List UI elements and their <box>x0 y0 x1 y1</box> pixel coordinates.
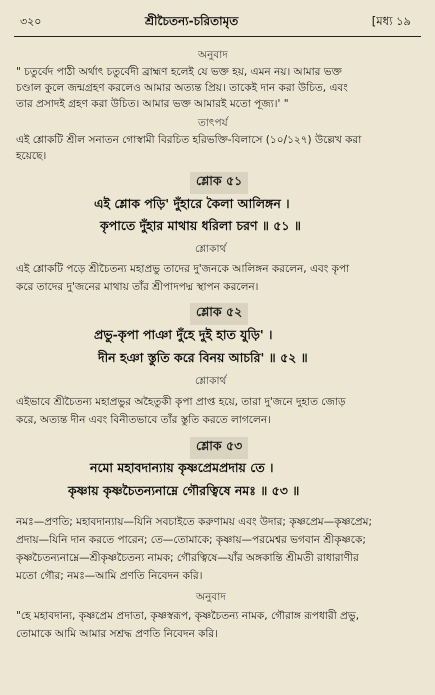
verse-line: প্রভু-কৃপা পাঞা দুঁহে দুই হাত যুড়ি' । <box>94 327 273 342</box>
header-rule <box>14 36 421 37</box>
sloka-meaning-line: এইভাবে শ্রীচৈতন্য মহাপ্রভুর অহৈতুকী কৃপা প্রাপ্ত হয়ে, তারা দু'জনে দুহাত জোড় <box>16 396 346 408</box>
translation-line: চণ্ডাল কুলে জন্মগ্রহণ করলেও আমার অত্যন্ত প্রিয়। তাকেই দান করা উচিত, এবং <box>16 82 348 94</box>
translation-label: অনুবাদ <box>196 591 226 603</box>
synonyms-line: নমঃ—প্রণতি; মহাবদান্যায়—যিনি সবচাইতে করুণাময় এবং উদার; কৃষ্ণপ্রেম—কৃষ্ণপ্রেম; <box>16 516 372 528</box>
synonyms-line: প্রদায়—যিনি দান করতে পারেন; তে—তোমাকে; কৃষ্ণায়—পরমেশ্বর ভগবান শ্রীকৃষ্ণকে; <box>16 534 366 546</box>
translation-line: তোমাকে আমি আমার সশ্রদ্ধ প্রণতি নিবেদন করি। <box>16 628 218 640</box>
purport-label: তাৎপর্য <box>198 117 228 129</box>
synonyms-line: মতো গৌর; নমঃ—আমি প্রণতি নিবেদন করি। <box>16 570 203 582</box>
purport-line: হয়েছে। <box>16 150 47 162</box>
purport-line: এই শ্লোকটি শ্রীল সনাতন গোস্বামী বিরচিত হরিভক্তি-বিলাসে (১০/১২৭) উল্লেখ করা <box>16 134 362 146</box>
sloka-meaning-line: করে, অত্যন্ত দীন এবং বিনীতভাবে তাঁর স্তুতি করতে লাগলেন। <box>16 414 271 426</box>
translation-label: অনুবাদ <box>198 49 228 61</box>
translation-line: " চতুর্বেদ পাঠী অর্থাৎ চতুর্বেদী ব্রাহ্মণ হলেই যে ভক্ত হয়, এমন নয়। আমার ভক্ত <box>16 66 342 78</box>
verse-heading: শ্লোক ৫৩ <box>190 437 248 459</box>
translation-line: "হে মহাবদান্য, কৃষ্ণপ্রেম প্রদাতা, কৃষ্ণস্বরূপ, কৃষ্ণচৈতন্য নামক, গৌরাঙ্গ রূপধারী প্রভু, <box>16 610 360 622</box>
sloka-meaning-line: এই শ্লোকটি পড়ে শ্রীচৈতন্য মহাপ্রভু তাদের দু'জনকে আলিঙ্গন করলেন, এবং কৃপা <box>16 263 350 275</box>
page-number: ৩২০ <box>20 15 42 28</box>
section-marker: [মধ্য ১৯ <box>371 14 411 28</box>
verse-heading: শ্লোক ৫২ <box>190 303 248 325</box>
synonyms-line: কৃষ্ণচৈতন্যনাম্নে—শ্রীকৃষ্ণচৈতন্য নামক; গৌরত্বিষে—যাঁর অঙ্গকান্তি শ্রীমতী রাধারাণীর <box>16 552 359 564</box>
sloka-meaning-line: করে তাদের দু'জনের মাথায় তাঁর শ্রীপাদপদ্ম স্থাপন করলেন। <box>16 281 259 293</box>
sloka-meaning-label: শ্লোকার্থ <box>195 375 227 387</box>
verse-line: কৃপাতে দুঁহার মাথায় ধরিলা চরণ ॥ ৫১ ॥ <box>100 218 301 233</box>
verse-line: নমো মহাবদান্যায় কৃষ্ণপ্রেমপ্রদায় তে । <box>90 460 274 475</box>
translation-line: তার প্রসাদই গ্রহণ করা উচিত। আমার ভক্ত আমারই মতো পূজ্য।' " <box>16 98 289 110</box>
verse-line: কৃষ্ণায় কৃষ্ণচৈতন্যনাম্নে গৌরত্বিষে নমঃ ॥ ৫৩ ॥ <box>68 483 300 498</box>
verse-heading: শ্লোক ৫১ <box>190 172 248 194</box>
verse-line: এই শ্লোক পড়ি' দুঁহারে কৈলা আলিঙ্গন । <box>94 196 290 211</box>
verse-line: দীন হঞা স্তুতি করে বিনয় আচরি' ॥ ৫২ ॥ <box>98 350 308 365</box>
running-title: শ্রীচৈতন্য-চরিতামৃত <box>145 14 239 28</box>
sloka-meaning-label: শ্লোকার্থ <box>195 243 227 255</box>
